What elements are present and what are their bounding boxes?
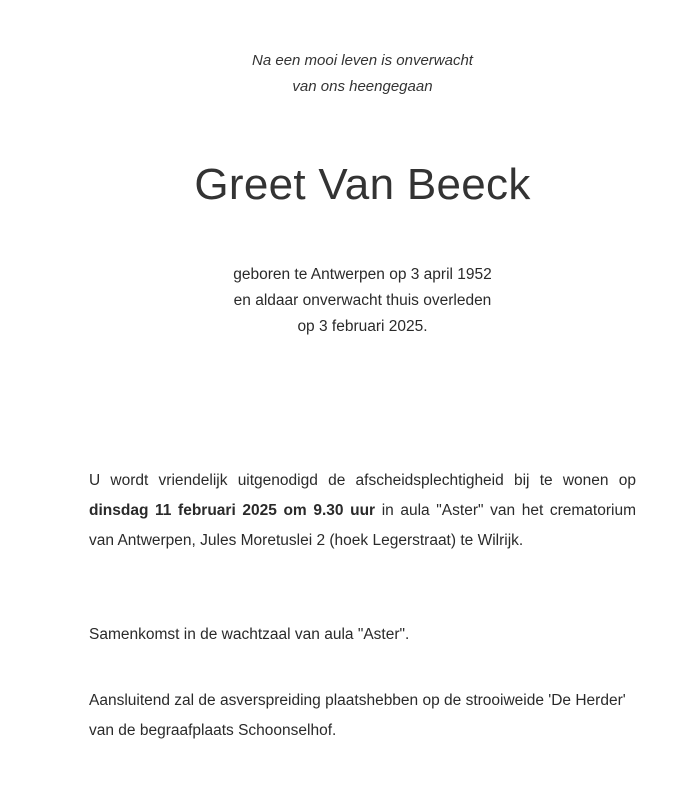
deceased-name: Greet Van Beeck [194, 160, 531, 209]
intro-line-1: Na een mooi leven is onverwacht [252, 52, 473, 69]
invitation-text-start: U wordt vriendelijk uitgenodigd de afscheidsplechtigheid bij te wonen op [89, 472, 636, 489]
birth-line: geboren te Antwerpen op 3 april 1952 [233, 266, 492, 283]
ceremony-datetime: dinsdag 11 februari 2025 om 9.30 uur [89, 502, 376, 519]
life-dates [0, 262, 700, 340]
invitation-text-end: in aula "Aster" van het crematorium van Antwerpen, Jules Moretuslei 2 (hoek Legerstraat) te Wilrijk. [89, 502, 636, 549]
gathering-paragraph: Samenkomst in de wachtzaal van aula "Aster". [89, 626, 410, 643]
invitation-paragraph [89, 466, 636, 556]
death-line: en aldaar onverwacht thuis overleden [233, 292, 492, 309]
death-date-line: op 3 februari 2025. [297, 318, 428, 335]
intro-text [0, 48, 700, 100]
scattering-paragraph: Aansluitend zal de asverspreiding plaatshebben op de strooiweide 'De Herder' van de begraafplaats Schoonselhof. [89, 692, 626, 739]
intro-line-2: van ons heengegaan [292, 78, 433, 95]
